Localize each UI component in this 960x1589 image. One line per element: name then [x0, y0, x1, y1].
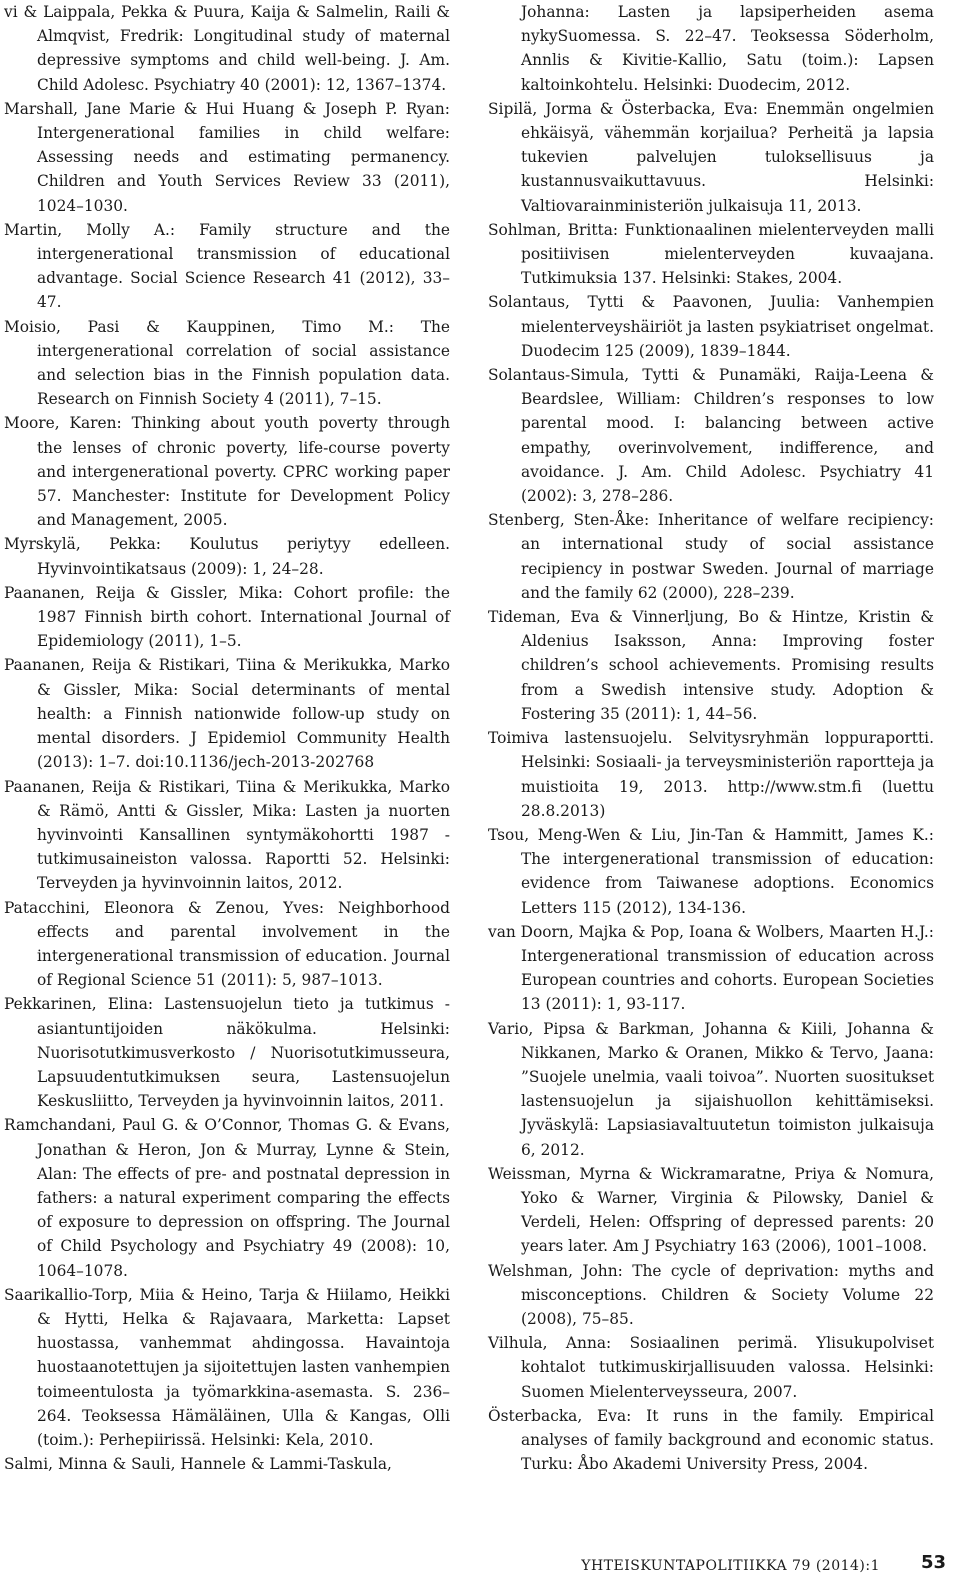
reference-entry: Moore, Karen: Thinking about youth poverty through the lenses of chronic poverty, life-course poverty and intergenerational poverty. CPRC working paper 57. Manchester: Institute for Development Policy and Management, 2005.	[4, 414, 450, 530]
reference-entry: Ramchandani, Paul G. & O’Connor, Thomas G. & Evans, Jonathan & Heron, Jon & Murray, Lynne & Stein, Alan: The effects of pre- and postnatal depression in fathers: a natural experiment comparing the effects of exposure to depression on offspring. The Journal of Child Psychology and Psychiatry 49 (2008): 10, 1064–1078.	[4, 1116, 450, 1280]
reference-entry: Welshman, John: The cycle of deprivation: myths and misconceptions. Children & Society Volume 22 (2008), 75–85.	[488, 1261, 934, 1328]
reference-entry: Saarikallio-Torp, Miia & Heino, Tarja & Hiilamo, Heikki & Hytti, Helka & Rajavaara, Marketta: Lapset huostassa, vanhemmat ahdingossa. Havaintoja huostaanotettujen ja sijoitettujen lasten vanhempien toimeentulosta ja työmarkkina-asemasta. S. 236–264. Teoksessa Hämäläinen, Ulla & Kangas, Olli (toim.): Perhepiirissä. Helsinki: Kela, 2010.	[4, 1285, 450, 1449]
reference-entry: Tideman, Eva & Vinnerljung, Bo & Hintze, Kristin & Aldenius Isaksson, Anna: Improving foster children’s school achievements. Promising results from a Swedish intensive study. Adoption & Fostering 35 (2011): 1, 44–56.	[488, 608, 934, 723]
reference-entry: Martin, Molly A.: Family structure and the intergenerational transmission of educational advantage. Social Science Research 41 (2012), 33–47.	[4, 220, 450, 312]
reference-entry: Sipilä, Jorma & Österbacka, Eva: Enemmän ongelmien ehkäisyä, vähemmän korjailua? Perheitä ja lapsia tukevien palvelujen tuloksellisuus ja kustannusvaikuttavuus. Helsinki: Valtiovarainministeriön julkaisuja 11, 2013.	[488, 99, 934, 215]
page-footer	[0, 1550, 960, 1580]
reference-entry: Österbacka, Eva: It runs in the family. Empirical analyses of family background and economic status. Turku: Åbo Akademi University Press, 2004.	[488, 1406, 934, 1474]
reference-entry: van Doorn, Majka & Pop, Ioana & Wolbers, Maarten H.J.: Intergenerational transmission of education across European countries and cohorts. European Societies 13 (2011): 1, 93-117.	[488, 922, 934, 1014]
reference-entry: Pekkarinen, Elina: Lastensuojelun tieto ja tutkimus -asiantuntijoiden näkökulma. Helsinki: Nuorisotutkimusverkosto / Nuorisotutkimusseura, Lapsuudentutkimuksen seura, Lastensuojelun Keskusliitto, Terveyden ja hyvinvoinnin laitos, 2011.	[4, 995, 450, 1111]
reference-column-left	[4, 0, 450, 1476]
reference-entry: Salmi, Minna & Sauli, Hannele & Lammi-Taskula,	[4, 1455, 392, 1474]
reference-entry-continued: Johanna: Lasten ja lapsiperheiden asema nykySuomessa. S. 22–47. Teoksessa Söderholm, Annlis & Kivitie-Kallio, Satu (toim.): Lapsen kaltoinkohtelu. Helsinki: Duodecim, 2012.	[521, 3, 934, 94]
reference-entry: Vario, Pipsa & Barkman, Johanna & Kiili, Johanna & Nikkanen, Marko & Oranen, Mikko & Tervo, Jaana: ”Suojele unelmia, vaali toivoa”. Nuorten suositukset lastensuojelun ja sijaishuollon kehittämiseksi. Jyväskylä: Lapsiasiavaltuutetun toimiston julkaisuja 6, 2012.	[488, 1019, 934, 1159]
running-head: YHTEISKUNTAPOLITIIKKA 79 (2014):1	[581, 1558, 880, 1574]
reference-entry: Tsou, Meng-Wen & Liu, Jin-Tan & Hammitt, James K.: The intergenerational transmission of education: evidence from Taiwanese adoptions. Economics Letters 115 (2012), 134-136.	[488, 825, 934, 917]
reference-column-right	[488, 0, 934, 1476]
reference-entry: Patacchini, Eleonora & Zenou, Yves: Neighborhood effects and parental involvement in the intergenerational transmission of education. Journal of Regional Science 51 (2011): 5, 987–1013.	[4, 898, 450, 990]
reference-entry: Moisio, Pasi & Kauppinen, Timo M.: The intergenerational correlation of social assistance and selection bias in the Finnish population data. Research on Finnish Society 4 (2011), 7–15.	[4, 317, 450, 409]
reference-entry: Vilhula, Anna: Sosiaalinen perimä. Ylisukupolviset kohtalot tutkimuskirjallisuuden valossa. Helsinki: Suomen Mielenterveysseura, 2007.	[488, 1334, 934, 1401]
reference-entry: Myrskylä, Pekka: Koulutus periytyy edelleen. Hyvinvointikatsaus (2009): 1, 24–28.	[4, 535, 450, 578]
reference-entry: Solantaus, Tytti & Paavonen, Juulia: Vanhempien mielenterveyshäiriöt ja lasten psykiatriset ongelmat. Duodecim 125 (2009), 1839–1844.	[488, 293, 934, 360]
page-number: 53	[920, 1552, 946, 1573]
reference-entry: Paananen, Reija & Ristikari, Tiina & Merikukka, Marko & Gissler, Mika: Social determinants of mental health: a Finnish nationwide follow-up study on mental disorders. J Epidemiol Community Health (2013): 1–7. doi:10.1136/jech-2013-202768	[4, 656, 450, 772]
reference-entry: Paananen, Reija & Ristikari, Tiina & Merikukka, Marko & Rämö, Antti & Gissler, Mika: Lasten ja nuorten hyvinvointi Kansallinen syntymäkohortti 1987 -tutkimusaineiston valossa. Raportti 52. Helsinki: Terveyden ja hyvinvoinnin laitos, 2012.	[4, 777, 450, 893]
reference-entry: Paananen, Reija & Gissler, Mika: Cohort profile: the 1987 Finnish birth cohort. International Journal of Epidemiology (2011), 1–5.	[4, 583, 450, 651]
reference-entry: Toimiva lastensuojelu. Selvitysryhmän loppuraportti. Helsinki: Sosiaali- ja terveysministeriön raportteja ja muistioita 19, 2013. http://www.stm.fi (luettu 28.8.2013)	[488, 729, 934, 820]
reference-entry: Weissman, Myrna & Wickramaratne, Priya & Nomura, Yoko & Warner, Virginia & Pilowsky, Daniel & Verdeli, Helen: Offspring of depressed parents: 20 years later. Am J Psychiatry 163 (2006), 1001–1008.	[488, 1164, 934, 1256]
reference-entry: Solantaus-Simula, Tytti & Punamäki, Raija-Leena & Beardslee, William: Children’s responses to low parental mood. I: balancing between active empathy, overinvolvement, indifference, and avoidance. J. Am. Child Adolesc. Psychiatry 41 (2002): 3, 278–286.	[488, 366, 934, 506]
reference-entry: vi & Laippala, Pekka & Puura, Kaija & Salmelin, Raili & Almqvist, Fredrik: Longitudinal study of maternal depressive symptoms and child well-being. J. Am. Child Adolesc. Psychiatry 40 (2001): 12, 1367–1374.	[4, 3, 450, 94]
reference-entry: Stenberg, Sten-Åke: Inheritance of welfare recipiency: an international study of social assistance recipiency in postwar Sweden. Journal of marriage and the family 62 (2000), 228–239.	[488, 511, 934, 602]
reference-entry: Marshall, Jane Marie & Hui Huang & Joseph P. Ryan: Intergenerational families in child welfare: Assessing needs and estimating permanency. Children and Youth Services Review 33 (2011), 1024–1030.	[4, 99, 450, 215]
reference-entry: Sohlman, Britta: Funktionaalinen mielenterveyden malli positiivisen mielenterveyden kuvaajana. Tutkimuksia 137. Helsinki: Stakes, 2004.	[488, 220, 934, 288]
